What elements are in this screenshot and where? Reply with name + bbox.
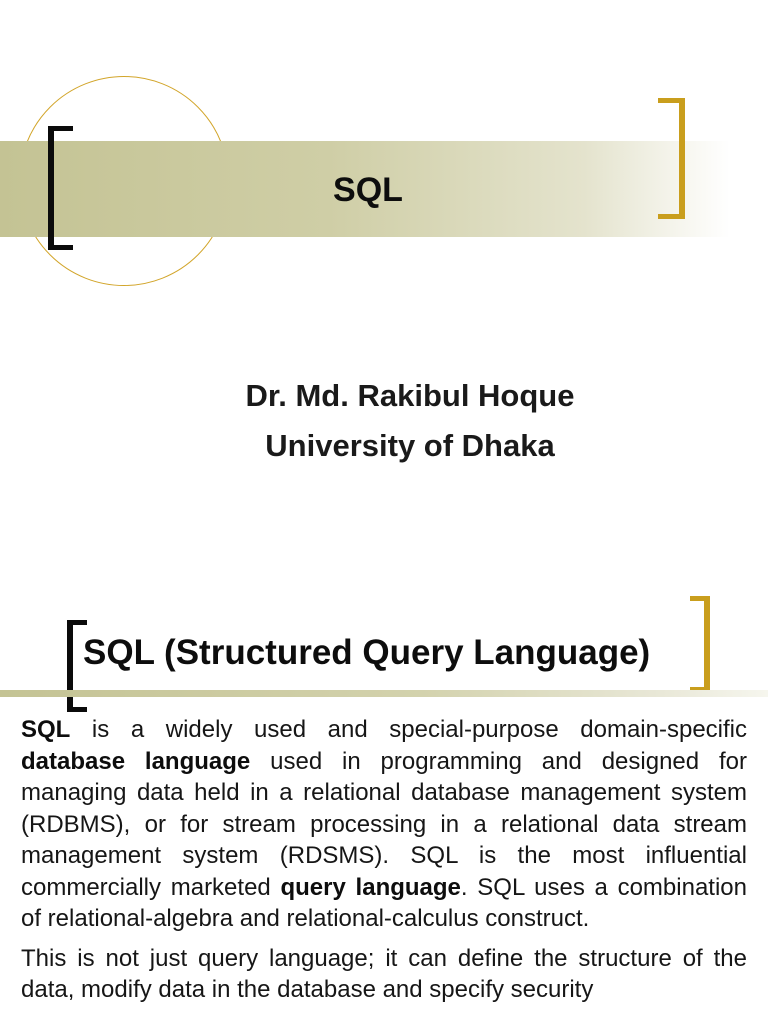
body-paragraph — [21, 714, 747, 935]
body-text: used in programming and designed for managing data held in a relational database management system (RDBMS), or for stream processing in a relational data stream management system (RDSMS). SQL is the most influential commercially marketed — [21, 747, 747, 901]
body-text: is a widely used and special-purpose domain-specific — [70, 716, 747, 743]
right-bracket-decoration — [690, 596, 710, 692]
slide-title: SQL — [333, 171, 403, 209]
bold-term: query language — [280, 873, 461, 901]
author-name: Dr. Md. Rakibul Hoque — [245, 378, 575, 413]
section-title: SQL (Structured Query Language) — [83, 633, 651, 672]
title-underline-band — [0, 690, 768, 697]
author-affiliation: University of Dhaka — [265, 428, 555, 463]
body-text: . SQL uses a combination of relational-algebra and relational-calculus construct. — [21, 873, 747, 932]
body-paragraph: This is not just query language; it can define the structure of the data, modify data in the database and specify security — [21, 944, 747, 1003]
slide-body — [21, 714, 747, 1006]
bold-term: database language — [21, 747, 251, 775]
bold-term: SQL — [21, 716, 71, 743]
